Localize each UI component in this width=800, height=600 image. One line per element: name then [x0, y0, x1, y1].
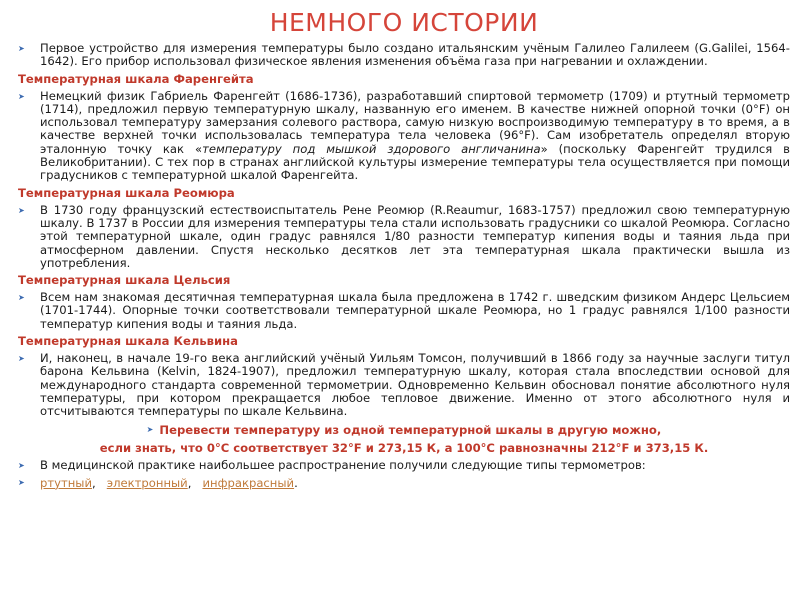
arrow-bullet-icon: ➤	[18, 91, 25, 101]
intro-item	[18, 42, 790, 69]
conversion-task-line1: Перевести температуру из одной температурной шкалы в другую можно,	[159, 422, 662, 437]
kelvin-item	[18, 352, 790, 418]
link-electronic-thermometer[interactable]: электронный	[106, 475, 188, 490]
arrow-bullet-icon: ➤	[18, 354, 25, 364]
medical-text: В медицинской практике наибольшее распространение получили следующие типы термометров:	[40, 457, 646, 472]
arrow-bullet-icon: ➤	[146, 424, 154, 434]
kelvin-text: И, наконец, в начале 19-го века английский учёный Уильям Томсон, получивший в 1866 году за научные заслуги титул барона Кельвина (Kelvin, 1824-1907), предложил температурную шкалу, которая стала впоследствии основой для международного стандарта современной термометрии. Одновременно Кельвин обосновал понятие абсолютного нуля температуры, при котором прекращается любое тепловое движение. Именно от этого абсолютного нуля и отсчитываются температуры по шкале Кельвина.	[40, 351, 790, 419]
arrow-bullet-icon: ➤	[18, 477, 25, 487]
conversion-task	[18, 423, 790, 437]
arrow-bullet-icon: ➤	[18, 460, 25, 470]
conversion-task-line2: если знать, что 0°С соответствует 32°F и 273,15 К, а 100°С равнозначны 212°F и 373,15 К.	[99, 440, 709, 455]
fahrenheit-quote: температуру под мышкой здорового англичанина	[202, 141, 541, 156]
link-infrared-thermometer[interactable]: инфракрасный	[202, 475, 295, 490]
section-heading-celsius: Температурная шкала Цельсия	[18, 273, 231, 288]
fahrenheit-item	[18, 90, 790, 183]
celsius-text: Всем нам знакомая десятичная температурная шкала была предложена в 1742 г. шведским физиком Андерс Цельсием (1701-1744). Опорные точки соответствовали температурной шкале Реомюра, но 1 градус равнялся 1/100 разности температур кипения воды и таяния льда.	[40, 290, 790, 331]
link-mercury-thermometer[interactable]: ртутный	[40, 475, 92, 490]
slide-title: НЕМНОГО ИСТОРИИ	[269, 8, 539, 37]
celsius-item	[18, 291, 790, 331]
link-separator: ,	[92, 475, 107, 490]
thermometer-links-item	[18, 476, 790, 490]
intro-text: Первое устройство для измерения температуры было создано итальянским учёным Галилео Галилеем (G.Galilei, 1564-1642). Его прибор использовал физическое явления изменения объёма газа при нагревании и охлаждении.	[40, 41, 790, 69]
thermometer-links	[40, 476, 298, 490]
arrow-bullet-icon: ➤	[18, 44, 25, 53]
arrow-bullet-icon: ➤	[18, 205, 25, 215]
reaumur-text: В 1730 году французский естествоиспытатель Рене Реомюр (R.Reaumur, 1683-1757) предложил свою температурную шкалу. В 1737 в России для измерения температуры тела стали использовать градусники со шкалой Реомюра. Согласно этой температурной шкале, один градус равнялся 1/80 разности температур кипения воды и таяния льда при атмосферном давлении. Спустя несколько десятков лет эта температурная шкала практически вышла из употребления.	[40, 202, 790, 270]
link-separator: ,	[187, 475, 203, 490]
section-heading-reaumur: Температурная шкала Реомюра	[18, 185, 235, 200]
fahrenheit-text-part1: Немецкий физик Габриель Фаренгейт (1686-1736), разработавший спиртовой термометр (1709) и ртутный термометр (1714), предложил первую температурную шкалу, названную его именем. В качестве нижней опорной точки (0°F) он использовал температуру замерзания солевого раствора, самую низкую воспроизводимую температуру в то время, а в качестве верхней точки использовалась температура тела человека (96°F). Сам изобретатель определял вторую эталонную точку как «	[40, 88, 790, 156]
fahrenheit-text-part2: » (поскольку Фаренгейт трудился в Великобритании). С тех пор в странах английской культуры измерение температуры тела осуществляется при помощи градусников с температурной шкалой Фаренгейта.	[40, 141, 790, 183]
arrow-bullet-icon: ➤	[18, 293, 25, 303]
reaumur-item	[18, 204, 790, 270]
section-heading-kelvin: Температурная шкала Кельвина	[18, 334, 238, 349]
section-heading-fahrenheit: Температурная шкала Фаренгейта	[18, 71, 254, 86]
fahrenheit-text	[40, 90, 790, 183]
medical-item	[18, 459, 790, 472]
links-end-punctuation: .	[294, 475, 298, 490]
